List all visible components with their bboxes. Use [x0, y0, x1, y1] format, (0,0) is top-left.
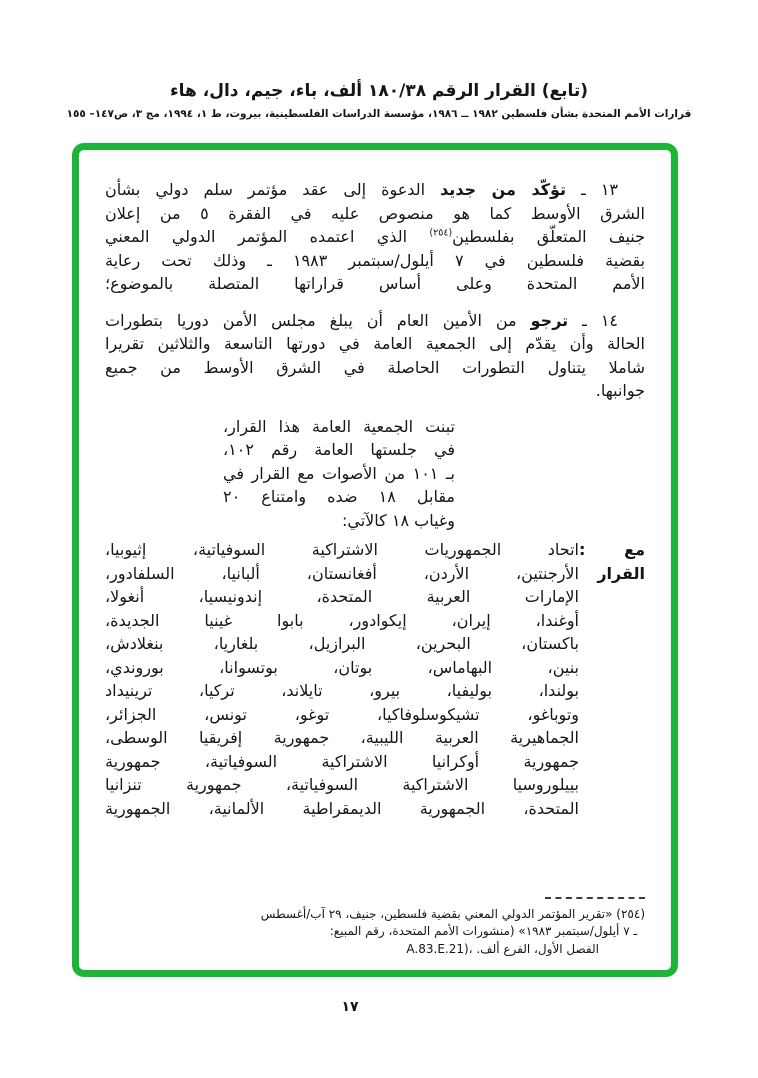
text-line [105, 225, 645, 249]
text-line: بقضية فلسطين في ٧ أيلول/سبتمبر ١٩٨٣ ـ وذلك تحت رعاية [105, 250, 646, 270]
text-line: تبنت الجمعية العامة هذا القرار، [223, 416, 455, 436]
text-run: جنيف المتعلّق بفلسطين [452, 227, 646, 246]
paragraph-14 [105, 309, 645, 403]
footnote-lines [245, 906, 645, 941]
paragraph-13 [105, 178, 645, 296]
vote-label-colon: : [579, 540, 586, 559]
vote-with-list [105, 538, 645, 820]
text-line: ـ ٧ أيلول/سبتمبر ١٩٨٣» (منشورات الأمم المتحدة، رقم المبيع: [329, 924, 637, 938]
text-line: الجماهيرية العربية الليبية، جمهورية إفريقيا الوسطى، [105, 728, 579, 747]
page-header [0, 79, 758, 121]
text-line: شاملا يتناول التطورات الحاصلة في الشرق الأوسط من جميع [105, 357, 645, 377]
footnote-254 [245, 897, 645, 959]
text-run: الفصل الأول، الفرع ألف. [476, 941, 599, 956]
footnote-reference: (٢٥٤) [429, 227, 453, 239]
paragraph-number: ١٣ ـ [566, 180, 619, 199]
text-run: من الأمين العام أن يبلغ مجلس الأمن دوريا بتطورات [105, 310, 531, 330]
text-line: الشرق الأوسط كما هو منصوص عليه في الفقرة ٥ من إعلان [105, 203, 645, 223]
text-line: وغياب ١٨ كالآتي: [341, 510, 455, 530]
vote-with-countries [105, 538, 579, 820]
paragraph-14-lines [105, 332, 645, 403]
footnote-separator [545, 897, 645, 899]
text-line: بولندا، بوليفيا، بيرو، تايلاند، تركيا، ترينيداد [105, 681, 579, 700]
operative-phrase-bold: ترجو [530, 310, 569, 330]
paragraph-number: ١٤ ـ [568, 310, 619, 330]
text-line: (٢٥٤) «تقرير المؤتمر الدولي المعني بقضية فلسطين، جنيف، ٢٩ آب/أغسطس [260, 906, 645, 921]
footnote-line-mixed [245, 941, 645, 959]
text-run: الدعوة إلى عقد مؤتمر سلم دولي بشأن [105, 180, 441, 199]
text-line: بييلوروسيا الاشتراكية السوفياتية، جمهورية تنزانيا [105, 775, 579, 794]
text-line [105, 178, 645, 202]
adoption-note [223, 415, 455, 533]
text-line: في جلستها العامة رقم ١٠٢، [223, 440, 455, 459]
green-highlight-frame [72, 143, 678, 977]
text-line: اتحاد الجمهوريات الاشتراكية السوفياتية، إثيوبيا، [105, 540, 579, 559]
text-line: المتحدة، الجمهورية الديمقراطية الألمانية، الجمهورية [105, 798, 579, 818]
text-line: بنين، البهاماس، بوتان، بوتسوانا، بوروندي، [105, 657, 579, 677]
text-line: مقابل ١٨ ضده وامتناع ٢٠ [223, 487, 455, 506]
operative-phrase-bold: تؤكّد من جديد [440, 180, 567, 199]
text-line: جوانبها. [595, 381, 645, 400]
resolution-title: (تابع) القرار الرقم ١٨٠/٣٨ ألف، باء، جيم، دال، هاء [169, 81, 589, 101]
resolution-body [79, 150, 671, 820]
un-sales-number: A.83.E.21)، [406, 941, 477, 956]
page-number: ١٧ [341, 999, 359, 1015]
text-line: أوغندا، إيران، إيكوادور، بابوا غينيا الجديدة، [105, 610, 579, 630]
text-line: بـ ١٠١ من الأصوات مع القرار في [223, 463, 455, 483]
text-line: الأرجنتين، الأردن، أفغانستان، ألبانيا، السلفادور، [105, 563, 579, 583]
text-line: باكستان، البحرين، البرازيل، بلغاريا، بنغلادش، [105, 634, 579, 653]
text-line: الإمارات العربية المتحدة، إندونيسيا، أنغولا، [105, 587, 579, 606]
text-line: جمهورية أوكرانيا الاشتراكية السوفياتية، جمهورية [105, 751, 579, 771]
text-line: وتوباغو، تشيكوسلوفاكيا، توغو، تونس، الجزائر، [105, 704, 579, 724]
text-line [105, 309, 645, 333]
text-line: الأمم المتحدة وعلى أساس قراراتها المتصلة بالموضوع؛ [105, 274, 645, 293]
text-line: الحالة وأن يقدّم إلى الجمعية العامة في دورتها التاسعة والثلاثين تقريرا [105, 334, 645, 353]
text-run: الذي اعتمده المؤتمر الدولي المعني [105, 227, 430, 246]
vote-label-text: مع القرار [597, 540, 645, 583]
source-citation: قرارات الأمم المتحدة بشأن فلسطين ١٩٨٢ ــ ١٩٨٦، مؤسسة الدراسات الفلسطينية، بيروت، ط ١، ١٩٩٤، مج ٣، ص١٤٧– ١٥٥ [66, 108, 692, 120]
vote-with-label [579, 538, 645, 820]
